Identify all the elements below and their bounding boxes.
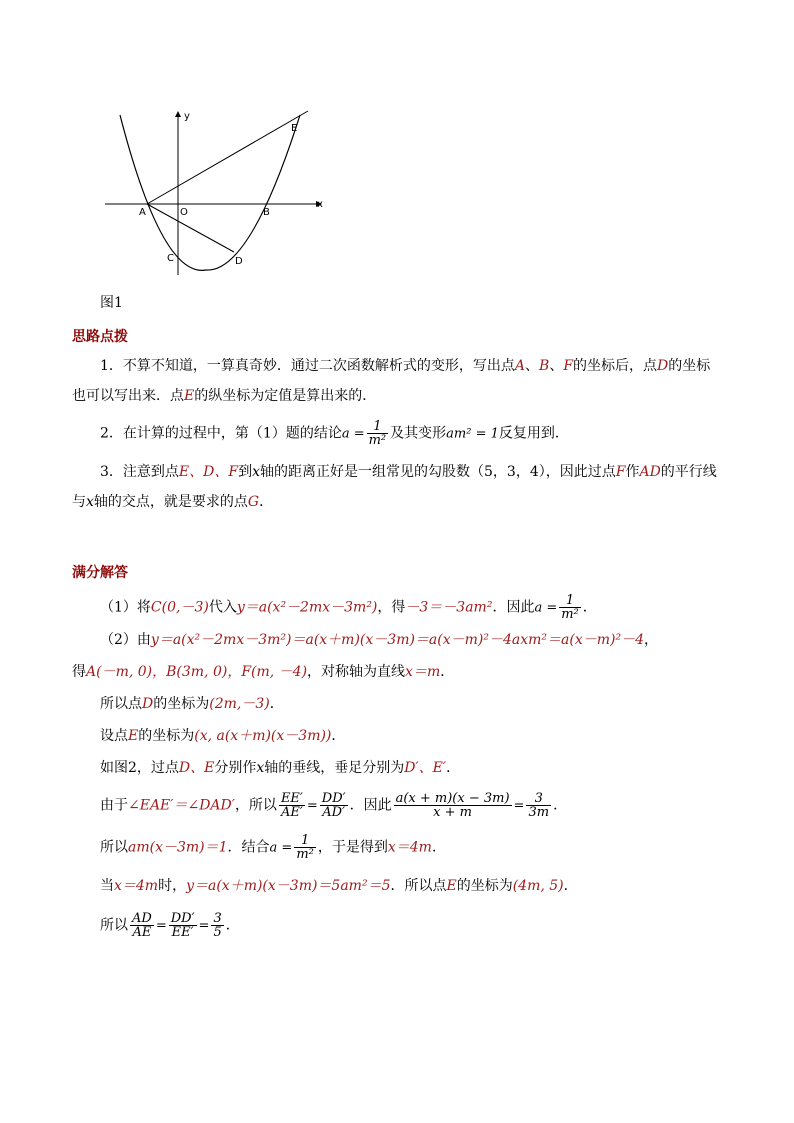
label-a: A — [139, 207, 146, 218]
y-axis-arrow — [175, 111, 181, 117]
hint-p3-line2: 与x轴的交点，就是要求的点G． — [72, 494, 274, 510]
hint-p1-line1: 1．不算不知道，一算真奇妙．通过二次函数解析式的变形，写出点A、B、F的坐标后，点D的坐标 — [100, 358, 711, 374]
solution-line-5: 设点E的坐标为(x, a(x＋m)(x－3m))． — [100, 728, 346, 744]
solution-line-6: 如图2，过点D、E分别作x轴的垂线，垂足分别为D′、E′． — [100, 760, 461, 776]
line-ae — [147, 111, 308, 204]
solution-line-4: 所以点D的坐标为(2m,－3)． — [100, 696, 284, 712]
solution-line-10: 所以 $\frac{AD}{AE}$ = $\frac{DD'}{EE'}$ = $\frac{3}{5}$ ． — [100, 911, 240, 940]
label-e: E — [291, 123, 298, 134]
hint-title: 思路点拨 — [72, 329, 128, 345]
hint-p2: 2．在计算的过程中，第（1）题的结论a = $\frac{1}{\text{m²}}$ 及其变形am² = 1反复用到． — [100, 419, 569, 448]
label-c: C — [167, 253, 174, 264]
label-y: y — [184, 111, 190, 122]
hint-p1-line2: 也可以写出来．点E的纵坐标为定值是算出来的． — [72, 388, 377, 404]
figure-caption: 图1 — [100, 295, 123, 311]
label-x: x — [317, 199, 323, 210]
line-ad — [147, 204, 234, 252]
solution-line-1: （1）将C(0,－3)代入y＝a(x²－2mx－3m²)，得－3＝－3am²．因此a = $\frac{1}{\text{m²}}$ ． — [100, 593, 597, 622]
label-d: D — [235, 256, 243, 267]
label-b: B — [263, 207, 270, 218]
solution-line-3: 得A(－m, 0)，B(3m, 0)，F(m, －4)，对称轴为直线x＝m． — [72, 664, 455, 680]
parabola-figure — [100, 103, 340, 283]
solution-title: 满分解答 — [72, 565, 128, 581]
solution-line-9: 当x＝4m时，y＝a(x＋m)(x－3m)＝5am²＝5．所以点E的坐标为(4m, 5)． — [100, 878, 578, 894]
solution-line-2: （2）由y＝a(x²－2mx－3m²)＝a(x＋m)(x－3m)＝a(x－m)²－4axm²＝a(x－m)²－4， — [100, 632, 658, 648]
solution-line-7: 由于∠EAE′＝∠DAD′，所以 $\frac{EE'}{AE'}$ = $\frac{DD'}{AD'}$ ．因此 $\frac{a(x + m)(x - 3m)}{x + m}$ = $\frac{3}{3m}$ ． — [100, 791, 568, 820]
solution-line-8: 所以am(x－3m)＝1．结合a = $\frac{1}{\text{m²}}$ ，于是得到x＝4m． — [100, 833, 446, 862]
hint-p3-line1: 3．注意到点E、D、F到x轴的距离正好是一组常见的勾股数（5，3，4），因此过点F作AD的平行线 — [100, 464, 717, 480]
parabola-curve — [120, 115, 300, 270]
label-o: O — [180, 207, 188, 218]
